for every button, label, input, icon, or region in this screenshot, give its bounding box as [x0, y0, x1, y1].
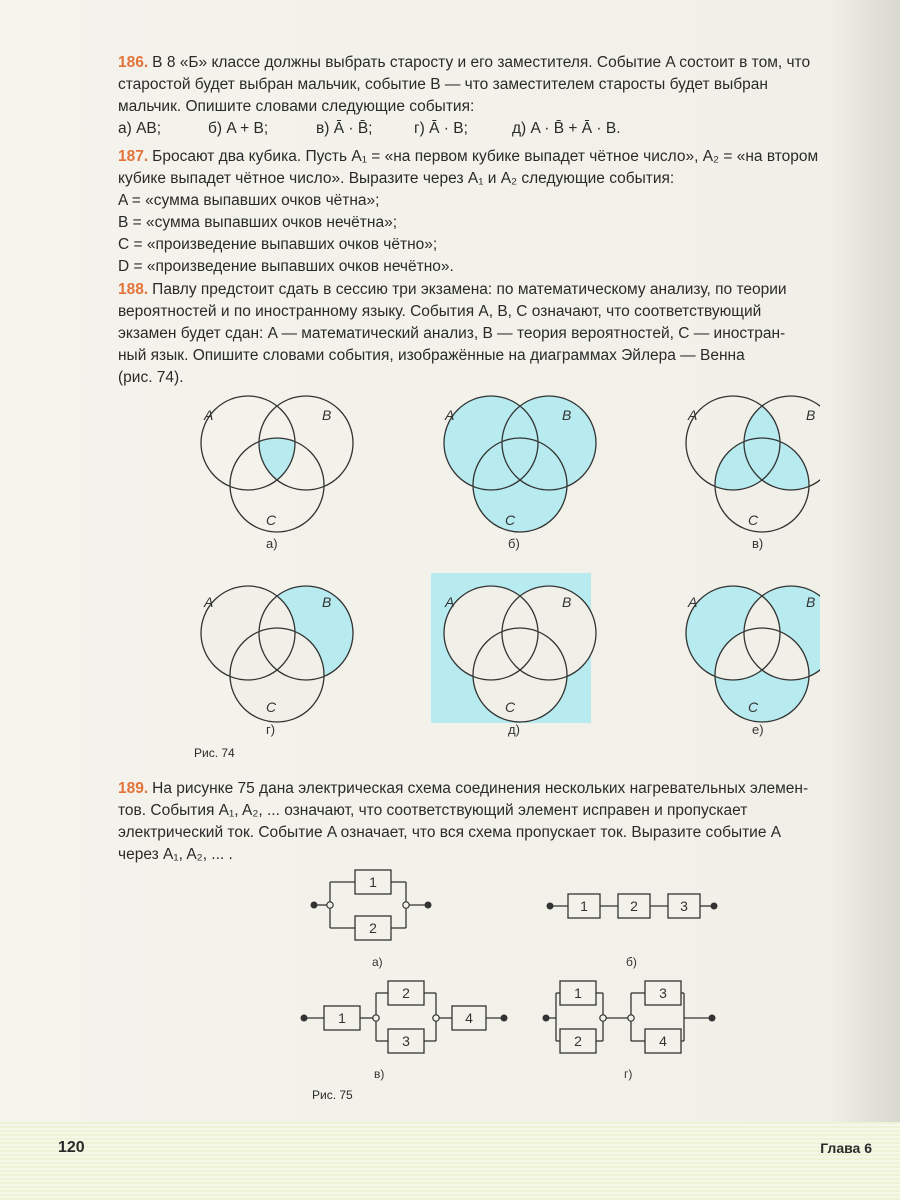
problem-text: через A₁, A₂, ... .: [118, 846, 233, 863]
diagram-label-c: в): [752, 536, 764, 551]
set-label-c: C: [266, 512, 277, 528]
event-a: A = «сумма выпавших очков чётна»;: [118, 192, 380, 209]
set-label-b: B: [806, 594, 816, 610]
junction: [327, 902, 333, 908]
problem-number: 188.: [118, 281, 149, 298]
chapter-label: Глава 6: [820, 1140, 872, 1156]
problem-text: В 8 «Б» классе должны выбрать старосту и его заместителя. Событие A состоит в том, что: [152, 54, 811, 71]
terminal: [547, 903, 554, 910]
set-label-b: B: [562, 407, 572, 423]
problem-text: Павлу предстоит сдать в сессию три экзамена: по математическому анализу, по теории: [152, 281, 787, 298]
terminal: [501, 1015, 508, 1022]
set-label-b: B: [322, 594, 332, 610]
event-d: D = «произведение выпавших очков нечётно».: [118, 258, 454, 275]
problem-text: На рисунке 75 дана электрическая схема соединения нескольких нагревательных элемен-: [152, 780, 809, 797]
problem-text: кубике выпадет чётное число». Выразите через A₁ и A₂ следующие события:: [118, 170, 675, 187]
circuit-label-a: а): [372, 955, 383, 969]
terminal: [301, 1015, 308, 1022]
element-1: 1: [580, 898, 588, 914]
terminal: [311, 902, 318, 909]
problem-188: [118, 279, 874, 389]
circuit-label-d: г): [624, 1067, 633, 1081]
diagram-label-f: е): [752, 722, 764, 737]
circuit-label-c: в): [374, 1067, 385, 1081]
problem-text: ный язык. Опишите словами события, изображённые на диаграммах Эйлера — Венна: [118, 347, 745, 364]
set-label-a: A: [204, 594, 214, 610]
set-label-c: C: [748, 512, 759, 528]
terminal: [709, 1015, 716, 1022]
set-label-a: A: [445, 594, 455, 610]
problem-text: мальчик. Опишите словами следующие события:: [118, 98, 475, 115]
problem-187: [118, 146, 874, 278]
set-label-a: A: [688, 407, 698, 423]
figure-75-caption: Рис. 75: [312, 1088, 353, 1102]
problem-text: вероятностей и по иностранному языку. События A, B, C означают, что соответствующий: [118, 303, 762, 320]
event-b: B = «сумма выпавших очков нечётна»;: [118, 214, 397, 231]
element-2: 2: [574, 1033, 582, 1049]
circuit-label-b: б): [626, 955, 637, 969]
figure-74-caption: Рис. 74: [194, 746, 235, 760]
element-1: 1: [369, 874, 377, 890]
problem-number: 187.: [118, 148, 149, 165]
terminal: [711, 903, 718, 910]
diagram-label-a: а): [266, 536, 278, 551]
event-c: C = «произведение выпавших очков чётно»;: [118, 236, 438, 253]
element-1: 1: [338, 1010, 346, 1026]
option-c: в) Ā · B̄;: [316, 120, 373, 137]
junction: [628, 1015, 634, 1021]
element-1: 1: [574, 985, 582, 1001]
problem-text: экзамен будет сдан: A — математический анализ, B — теория вероятностей, C — иностран-: [118, 325, 786, 342]
diagram-label-e: д): [508, 722, 520, 737]
problem-text: (рис. 74).: [118, 369, 184, 386]
element-4: 4: [659, 1033, 667, 1049]
option-a: а) AB;: [118, 120, 162, 137]
junction: [433, 1015, 439, 1021]
set-label-c: C: [505, 699, 516, 715]
problem-text: Бросают два кубика. Пусть A₁ = «на первом кубике выпадет чётное число», A₂ = «на втором: [152, 148, 819, 165]
footer-band: [0, 1122, 900, 1200]
set-label-c: C: [748, 699, 759, 715]
set-label-b: B: [322, 407, 332, 423]
set-label-c: C: [505, 512, 516, 528]
terminal: [543, 1015, 550, 1022]
element-3: 3: [680, 898, 688, 914]
problem-186: [118, 52, 874, 140]
junction: [403, 902, 409, 908]
venn-diagrams-figure: [180, 385, 820, 765]
element-2: 2: [369, 920, 377, 936]
problem-number: 186.: [118, 54, 149, 71]
circuit-diagrams-figure: [300, 860, 730, 1090]
problem-number: 189.: [118, 780, 149, 797]
option-d: г) Ā · B;: [414, 120, 468, 137]
junction: [600, 1015, 606, 1021]
set-label-b: B: [562, 594, 572, 610]
option-b: б) A + B;: [208, 120, 269, 137]
set-label-c: C: [266, 699, 277, 715]
problem-189: [118, 778, 874, 866]
problem-text: электрический ток. Событие A означает, что вся схема пропускает ток. Выразите событие A: [118, 824, 782, 841]
set-label-a: A: [688, 594, 698, 610]
diagram-label-b: б): [508, 536, 520, 551]
set-label-b: B: [806, 407, 816, 423]
junction: [373, 1015, 379, 1021]
element-3: 3: [402, 1033, 410, 1049]
problem-text: старостой будет выбран мальчик, событие B — что заместителем старосты будет выбран: [118, 76, 768, 93]
option-e: д) A · B̄ + Ā · B.: [512, 120, 621, 137]
element-2: 2: [402, 985, 410, 1001]
diagram-label-d: г): [266, 722, 276, 737]
terminal: [425, 902, 432, 909]
set-label-a: A: [204, 407, 214, 423]
element-2: 2: [630, 898, 638, 914]
page-number: 120: [58, 1139, 85, 1156]
element-4: 4: [465, 1010, 473, 1026]
element-3: 3: [659, 985, 667, 1001]
problem-text: тов. События A₁, A₂, ... означают, что соответствующий элемент исправен и пропускает: [118, 802, 748, 819]
venn-b: [444, 396, 596, 532]
set-label-a: A: [445, 407, 455, 423]
